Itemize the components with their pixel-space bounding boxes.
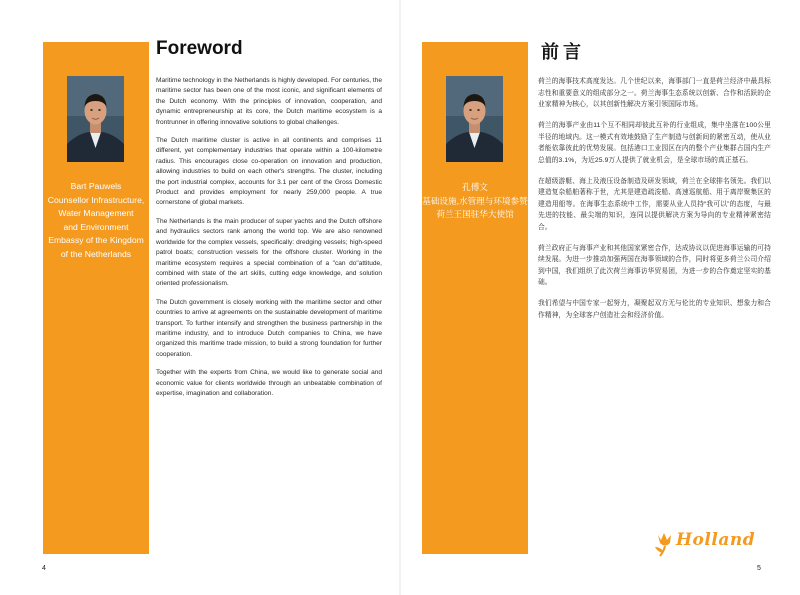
page-title: Foreword [156, 38, 243, 59]
portrait-photo [67, 76, 124, 162]
caption-line: 荷兰王国驻华大使馆 [436, 209, 514, 220]
paragraph: 荷兰的海事技术高度发达。几个世纪以来，海事部门一直是荷兰经济中最具标志性和重要意义的组成部分之一。荷兰海事生态系统以创新、合作和活跃的企业家精神为核心，以其创新性解决方案引领国际市场。 [538, 78, 771, 109]
right-orange-sidebar [422, 42, 528, 554]
caption-line: Bart Pauwels [70, 181, 122, 191]
foreword-body [156, 76, 382, 407]
holland-logo [654, 529, 764, 559]
person-caption [43, 180, 149, 262]
caption-line: and Environment [63, 221, 129, 232]
paragraph: The Dutch government is closely working with the maritime sector and other countries to arrive at agreements on the sustainable development of maritime transport. To further intensify and strengthen the business partnership in the maritime industry, and to introduce Dutch companies to China, we have organized this maritime trade mission, to build a strong foundation for further cooperation. [156, 298, 382, 358]
portrait-photo [446, 76, 503, 162]
paragraph: The Netherlands is the main producer of super yachts and the Dutch offshore and hydraulics sectors rank among the world top. We are also renowned worldwide for the complex vessels, specifically: dredging vessels; high-speed patrol boats; construction vessels for the offshore cluster. Working in the maritime ecosystem requires a special combination of a "can do"attitude, combined with state of the art skills, cutting edge knowledge, and solution oriented professionalism. [156, 217, 382, 288]
caption-line: 孔傅文 [462, 182, 488, 192]
page-title: 前言 [541, 42, 585, 62]
person-caption [422, 181, 528, 222]
caption-line: 基础设施,水管理与环境参赞 [422, 195, 528, 206]
caption-line: of the Netherlands [60, 248, 132, 259]
right-page [400, 0, 800, 595]
left-orange-sidebar [43, 42, 149, 554]
paragraph: Together with the experts from China, we would like to generate social and economic value for clients worldwide through an unbeatable combination of expertise, imagination and collaboration. [156, 369, 382, 397]
paragraph: 我们希望与中国专家一起努力，凝聚起双方无与伦比的专业知识、想象力和合作精神，为全球客户创造社会和经济价值。 [538, 300, 771, 319]
page-number: 5 [757, 565, 761, 572]
page-number: 4 [42, 565, 46, 572]
caption-line: Water Management [58, 208, 134, 219]
foreword-body-chinese [538, 76, 771, 331]
logo-wordmark: Holland [676, 530, 756, 550]
tulip-icon [654, 531, 676, 557]
paragraph: 荷兰政府正与海事产业和其他国家紧密合作，达成协议以促进海事运输的可持续发展。为进一步推动加强两国在海事领域的合作，同时将更多荷兰公司介绍到中国，我们组织了此次荷兰海事访华贸易团，为进一步的合作奠定坚实的基础。 [538, 244, 771, 287]
caption-line: Counsellor Infrastructure, [47, 194, 145, 205]
paragraph: 荷兰的海事产业由11个互不相同却彼此互补的行业组成，集中坐落在100公里半径的地域内。这一模式有效地鼓励了生产制造与创新间的紧密互动，使从业者能依靠彼此的优势发展。包括港口工业园区在内的整个产业集群占国内生产总值的3.1%，为近25.9万人提供了就业机会，是全球市场的真正基石。 [538, 121, 771, 164]
caption-line: Embassy of the Kingdom [48, 235, 144, 246]
paragraph: The Dutch maritime cluster is active in all continents and comprises 11 different, yet complementary industries that operate within a 100-kilometre radius. This encourages close co-operation on innovation and production, allowing industries to build on each other's strengths. The cluster, including the port industrial complex, accounts for 3.1 per cent of the Gross Domestic Product and provides employment for nearly 259,000 people. A true cornerstone of global markets. [156, 137, 382, 207]
paragraph: Maritime technology in the Netherlands is highly developed. For centuries, the maritime sector has been one of the most iconic, and significant elements of the Dutch economy. With the principles of innovation, cooperation, and dynamic entrepreneurship at its core, the Dutch maritime ecosystem is a frontrunner in offering innovative solutions to global challenges. [156, 77, 382, 126]
paragraph: 在超级游艇、海上及液压设备制造及研发领域，荷兰在全球排名领先。我们以建造复杂船舶著称于世，尤其是建造疏浚船、高速巡航船、用于离岸聚集区的建造用船等。在海事生态系统中工作，需要从业人员持“我可以”的态度，与最先进的技能、最尖端的知识，连同以提供解决方案为导向的专业精神紧密结合。 [538, 177, 771, 231]
